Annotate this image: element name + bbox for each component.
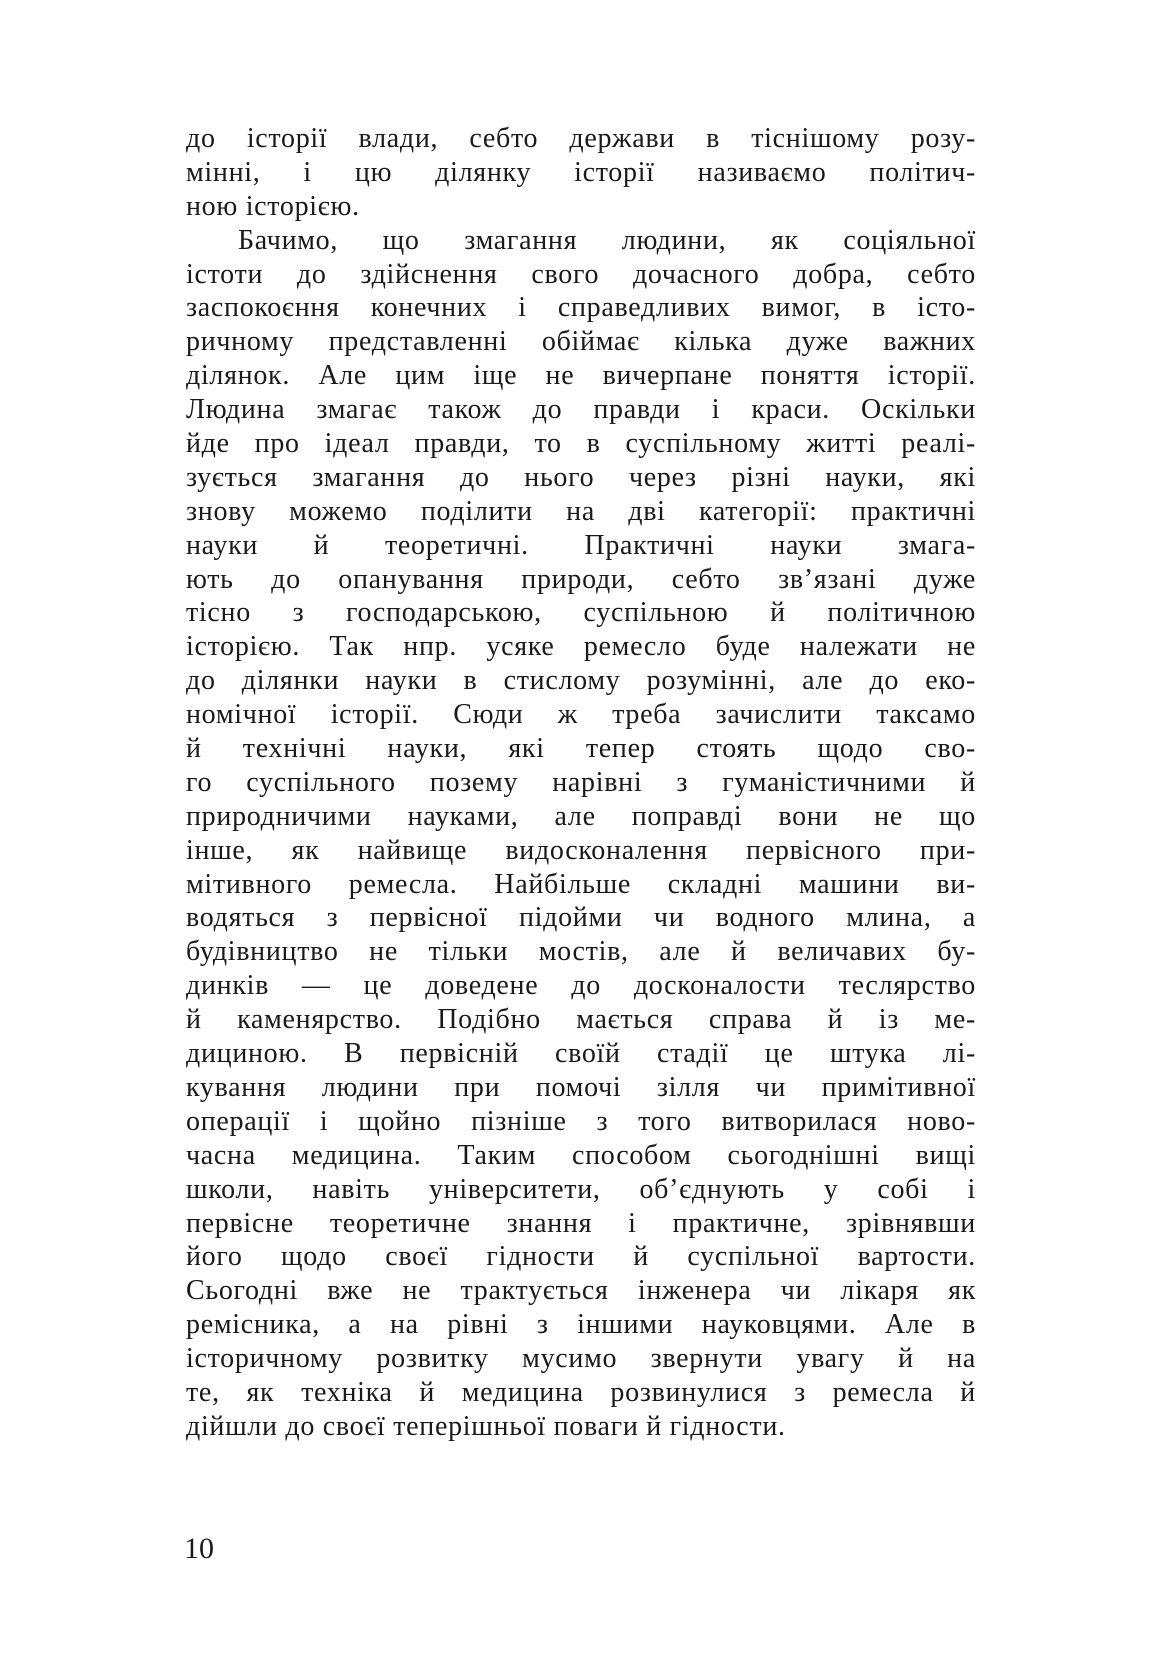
text-line: номічної історії. Сюди ж треба зачислити таксамо — [186, 699, 976, 731]
text-line: ремісника, а на рівні з іншими науковцями. Але в — [186, 1309, 976, 1341]
text-line: те, як техніка й медицина розвинулися з ремесла й — [186, 1376, 976, 1408]
text-line: істоти до здійснення свого дочасного добра, себто — [186, 258, 976, 290]
page-number: 10 — [184, 1532, 214, 1565]
text-line: історичному розвитку мусимо звернути увагу й на — [186, 1343, 976, 1375]
text-line: ють до опанування природи, себто зв’язані дуже — [186, 563, 976, 595]
text-line: природничими науками, але поправді вони не що — [186, 800, 976, 832]
text-line: школи, навіть університети, об’єднують у собі і — [186, 1173, 976, 1205]
text-line: дійшли до своєї теперішньої поваги й гідности. — [186, 1410, 786, 1442]
text-line: заспокоєння конечних і справедливих вимог, в істо- — [186, 292, 976, 324]
text-line: історією. Так нпр. усяке ремесло буде належати не — [186, 631, 976, 663]
text-line: його щодо своєї гідности й суспільної вартости. — [186, 1241, 976, 1273]
text-line: тісно з господарською, суспільною й політичною — [186, 597, 976, 629]
text-line: динків — це доведене до досконалости теслярство — [186, 970, 976, 1002]
text-line: водяться з первісної підойми чи водного млина, а — [186, 902, 976, 934]
text-line: зується змагання до нього через різні науки, які — [186, 461, 976, 493]
text-line: мінні, і цю ділянку історії називаємо політич- — [186, 156, 976, 188]
text-line: науки й теоретичні. Практичні науки змага- — [186, 529, 976, 561]
text-line: кування людини при помочі зілля чи примітивної — [186, 1071, 976, 1103]
body-text — [186, 122, 976, 1444]
text-line: Бачимо, що змагання людини, як соціяльної — [238, 224, 976, 256]
text-line: до історії влади, себто держави в тіснішому розу- — [186, 123, 976, 154]
text-line: первісне теоретичне знання і практичне, зрівнявши — [186, 1207, 976, 1239]
text-line: інше, як найвище видосконалення первісного при- — [186, 834, 976, 866]
text-line: Людина змагає також до правди і краси. Оскільки — [186, 394, 976, 426]
text-line: знову можемо поділити на дві категорії: практичні — [186, 495, 976, 527]
text-line: дициною. В первісній своїй стадії це штука лі- — [186, 1038, 976, 1070]
text-line: будівництво не тільки мостів, але й величавих бу- — [186, 936, 976, 968]
text-line: й каменярство. Подібно мається справа й із ме- — [186, 1004, 976, 1036]
text-line: го суспільного позему нарівні з гуманістичними й — [186, 766, 976, 798]
text-line: до ділянки науки в стислому розумінні, але до еко- — [186, 665, 976, 697]
text-line: ричному представленні обіймає кілька дуже важних — [186, 326, 976, 358]
text-line: операції і щойно пізніше з того витворилася ново- — [186, 1105, 976, 1137]
text-line: часна медицина. Таким способом сьогоднішні вищі — [186, 1139, 976, 1171]
text-line: Сьогодні вже не трактується інженера чи лікаря як — [186, 1275, 976, 1307]
text-line: й технічні науки, які тепер стоять щодо сво- — [186, 733, 976, 765]
text-line: ною історією. — [186, 190, 360, 222]
text-line: йде про ідеал правди, то в суспільному житті реалі- — [186, 428, 976, 460]
text-line: мітивного ремесла. Найбільше складні машини ви- — [186, 868, 976, 900]
text-line: ділянок. Але цим іще не вичерпане поняття історії. — [186, 360, 976, 392]
